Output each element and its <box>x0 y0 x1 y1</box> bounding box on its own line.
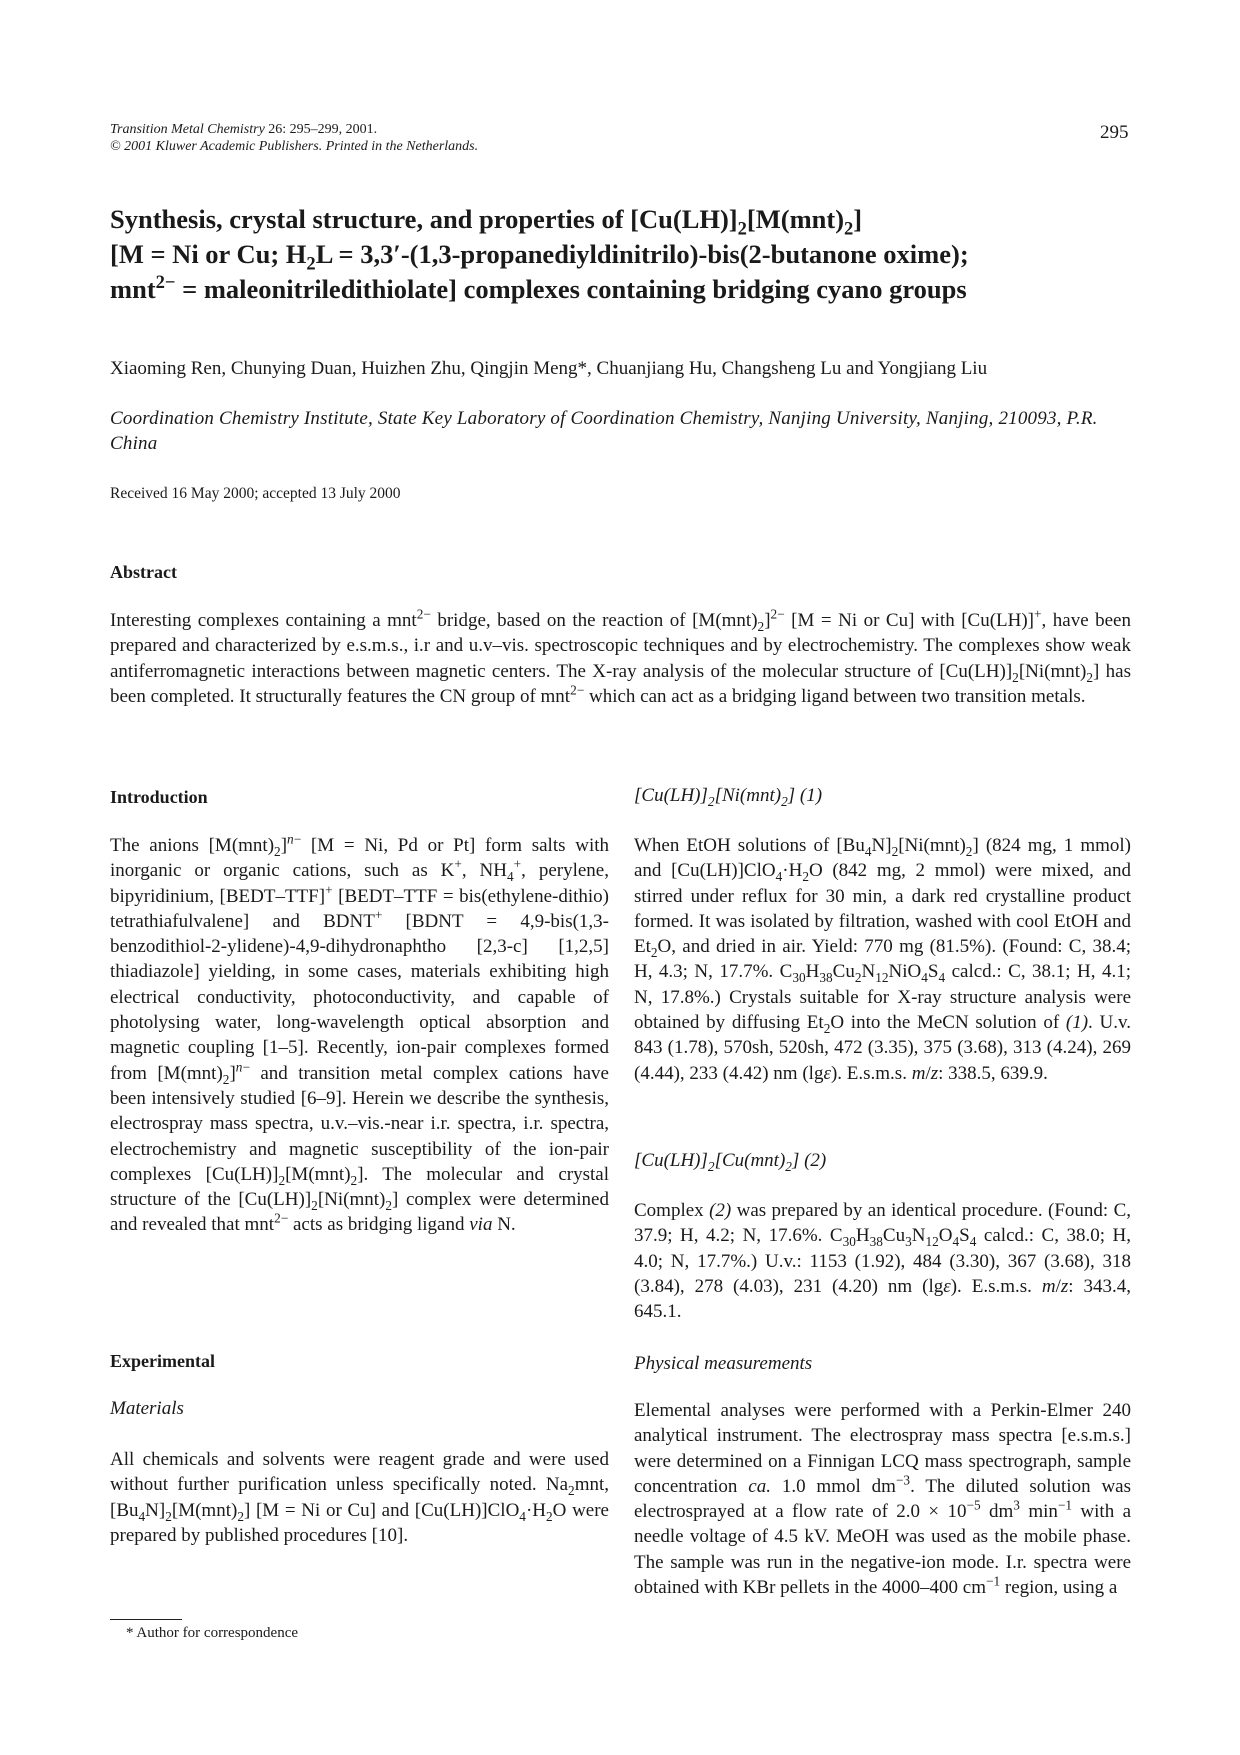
author-list: Xiaoming Ren, Chunying Duan, Huizhen Zhu, Qingjin Meng*, Chuanjiang Hu, Changsheng Lu and Yongjiang Liu <box>110 358 988 379</box>
materials-text: All chemicals and solvents were reagent grade and were used without further purification unless specifically noted. $Na_2mnt$, $[Bu_4N]_2[M(mnt)_2] [M = Ni$ or Cu] and $[Cu(LH)]ClO_4\cdot H_2O$ were prepared by published procedures [10]. <box>110 1449 609 1546</box>
experimental-heading: Experimental <box>110 1351 215 1371</box>
physical-measurements-text: Elemental analyses were performed with a Perkin-Elmer 240 analytical instrument. The electrospray mass spectra [e.s.m.s.] were determined on a Finnigan LCQ mass spectrograph, sample concentration ca. 1.0 mmol $dm^{-3}$. The diluted solution was electrosprayed at a flow rate of $2.0 \times 10^{-5}$ $dm^3$ $\min^{-1}$ with a needle voltage of 4.5 kV. MeOH was used as the mobile phase. The sample was run in the negative-ion mode. I.r. spectra were obtained with KBr pellets in the 4000–400 $cm^{-1}$ region, using a <box>634 1400 1132 1599</box>
journal-volume: 26: 295–299, 2001. <box>264 122 378 137</box>
materials-heading: Materials <box>110 1398 184 1419</box>
received-dates: Received 16 May 2000; accepted 13 July 2000 <box>110 485 401 502</box>
complex2-heading: $[Cu(LH)]_2[Cu(mnt)_2]$ (2) <box>634 1150 827 1174</box>
journal-citation <box>110 121 478 155</box>
abstract-text: Interesting complexes containing a mnt$^{2-}$ bridge, based on the reaction of $[M(mnt)_2]^{2-}$ [M = Ni or Cu] with [Cu(LH)]+, have been prepared and characterized by e.s.m.s., i.r and u.v–vis. spectroscopic techniques and by electrochemistry. The complexes show weak antiferromagnetic interactions between magnetic centers. The X-ray analysis of the molecular structure of $[Cu(LH)]_2[Ni(mnt)_2]$ has been completed. It structurally features the CN group of mnt$^{2-}$ which can act as a bridging ligand between two transition metals. <box>110 606 1131 707</box>
page-number: 295 <box>1100 122 1129 143</box>
affiliation: Coordination Chemistry Institute, State Key Laboratory of Coordination Chemistry, Nanjing University, Nanjing, 210093, P.R. China <box>110 408 1098 454</box>
complex1-text: When EtOH solutions of $[Bu_4N]_2[Ni(mnt)_2]$ (824 mg, 1 mmol) and $[Cu(LH)]ClO_4\cdot H_2O$ (842 mg, 2 mmol) were mixed, and stirred under reflux for 30 min, a dark red crystalline product formed. It was isolated by filtration, washed with cool EtOH and $Et_2O$, and dried in air. Yield: 770 mg (81.5%). (Found: C, 38.4; H, 4.3; N, 17.7%. $C_{30}H_{38}Cu_2N_{12}NiO_4S_4$ calcd.: C, 38.1; H, 4.1; N, 17.8%.) Crystals suitable for X-ray structure analysis were obtained by diffusing $Et_2O$ into the MeCN solution of (1). U.v. 843 (1.78), 570sh, 520sh, 472 (3.35), 375 (3.68), 313 (4.24), 269 (4.44), 233 (4.42) nm (lgε). E.s.m.s. m/z: 338.5, 639.9. <box>634 835 1131 1084</box>
footnote-rule <box>110 1619 182 1620</box>
abstract-heading: Abstract <box>110 562 177 582</box>
introduction-heading: Introduction <box>110 787 208 807</box>
physical-measurements-heading: Physical measurements <box>634 1353 813 1374</box>
journal-name: Transition Metal Chemistry <box>110 122 265 137</box>
introduction-text: The anions $[M(mnt)_2]^{n-}$ [M = Ni, Pd or Pt] form salts with inorganic or organic cations, such as K+, $NH_4^+$, perylene, bipyridinium, [BEDT–TTF]+ [BEDT–TTF = bis(ethylene-dithio) tetrathiafulvalene] and BDNT+ [BDNT = 4,9-bis(1,3-benzodithiol-2-ylidene)-4,9-dihydronaphtho [2,3-c] [1,2,5] thiadiazole] yielding, in some cases, materials exhibiting high electrical conductivity, photoconductivity, and capable of photolysing water, long-wavelength optical absorption and magnetic coupling [1–5]. Recently, ion-pair complexes formed from $[M(mnt)_2]^{n-}$ and transition metal complex cations have been intensively studied [6–9]. Herein we describe the synthesis, electrospray mass spectra, u.v.–vis.-near i.r. spectra, i.r. spectra, electrochemistry and magnetic susceptibility of the ion-pair complexes $[Cu(LH)]_2[M(mnt)_2]$. The molecular and crystal structure of the $[Cu(LH)]_2[Ni(mnt)_2]$ complex were determined and revealed that mnt$^{2-}$ acts as bridging ligand via N. <box>110 831 610 1236</box>
complex1-heading: $[Cu(LH)]_2[Ni(mnt)_2]$ (1) <box>634 785 823 809</box>
article-title: Synthesis, crystal structure, and properties of $[Cu(LH)]_2[M(mnt)_2]$ [M = Ni or Cu; $H_2L$ = 3,3′-(1,3-propanediyldinitrilo)-bis(2-butanone oxime); mnt$^{2-}$ = maleonitriledithiolate] complexes containing bridging cyano groups <box>110 204 969 304</box>
footnote: * Author for correspondence <box>126 1625 299 1641</box>
complex2-text: Complex (2) was prepared by an identical procedure. (Found: C, 37.9; H, 4.2; N, 17.6%. $C_{30}H_{38}Cu_3N_{12}O_4S_4$ calcd.: C, 38.0; H, 4.0; N, 17.7%.) U.v.: 1153 (1.92), 484 (3.30), 367 (3.68), 318 (3.84), 278 (4.03), 231 (4.20) nm (lgε). E.s.m.s. m/z: 343.4, 645.1. <box>634 1200 1131 1323</box>
copyright-line: © 2001 Kluwer Academic Publishers. Printed in the Netherlands. <box>110 139 479 154</box>
